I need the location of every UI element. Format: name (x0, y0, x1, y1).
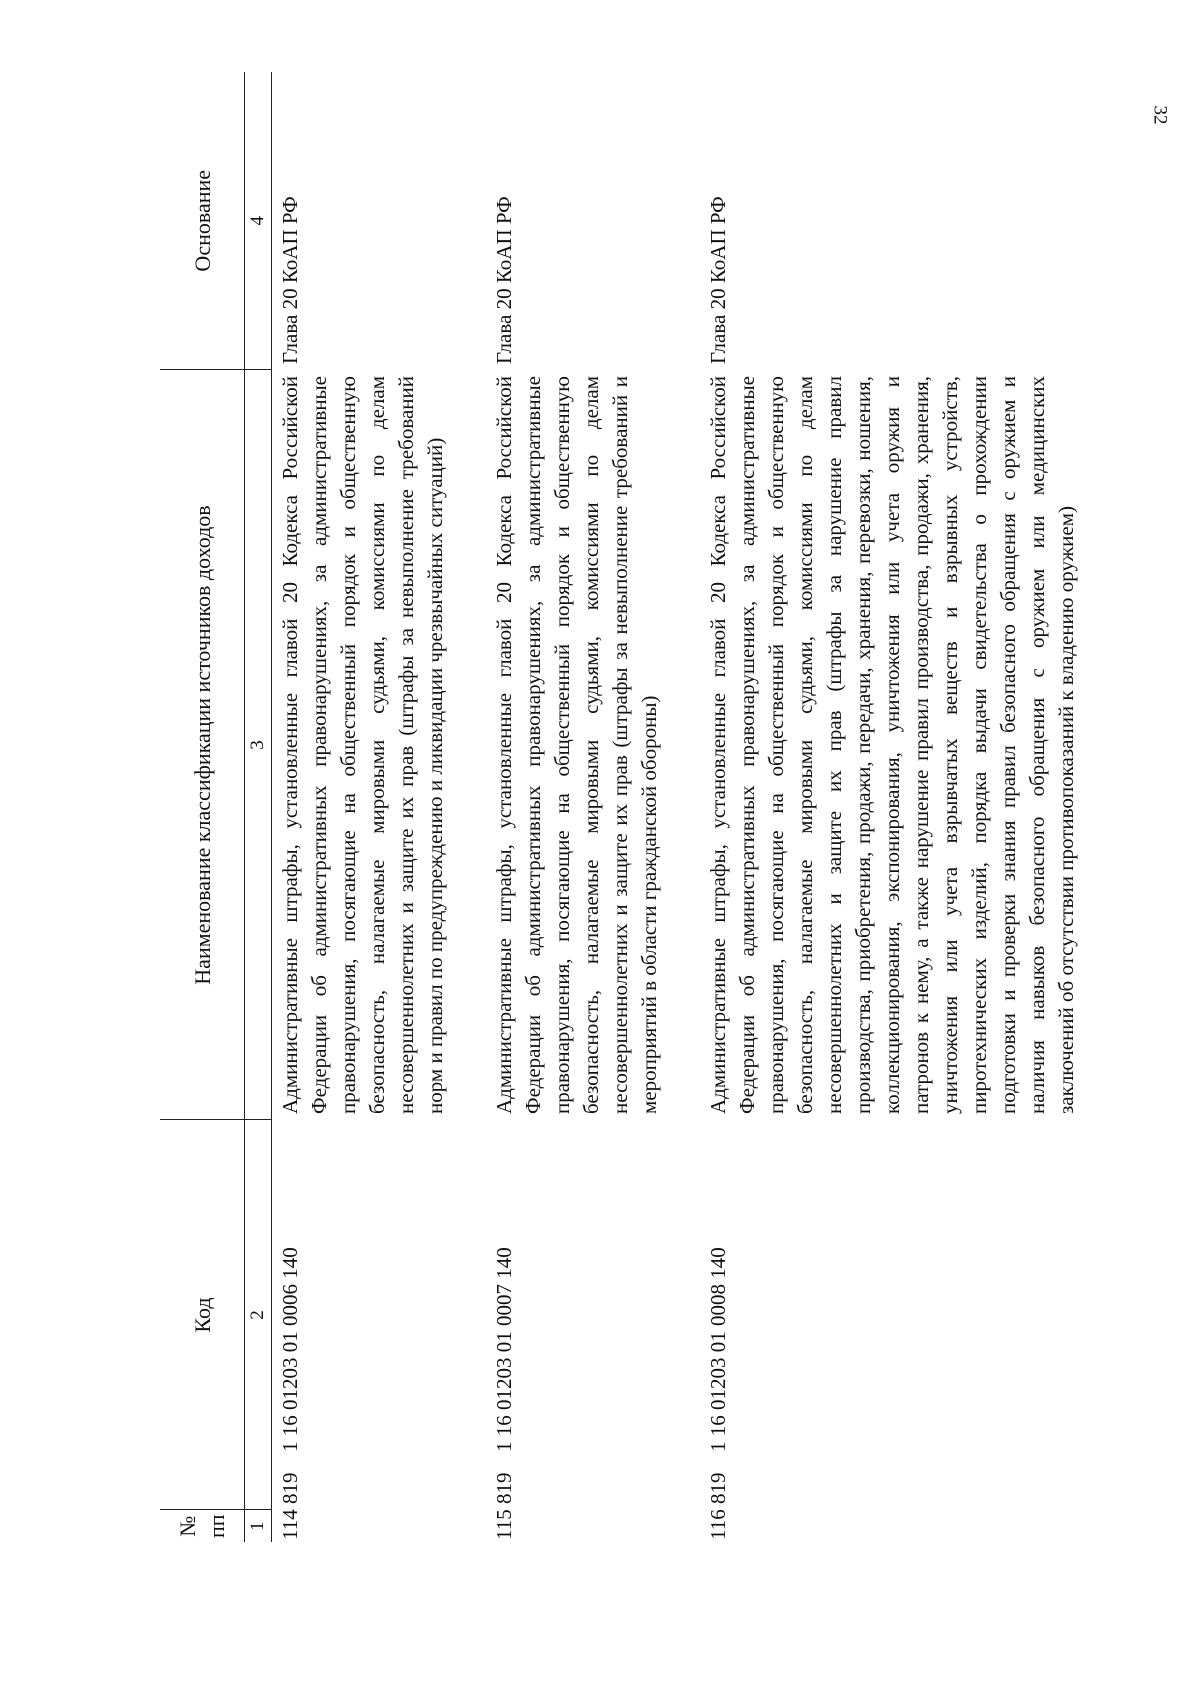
header-basis: Основание (160, 72, 245, 370)
row-number: 114 (278, 1509, 302, 1540)
table-row (272, 72, 487, 1542)
row-basis: Глава 20 КоАП РФ (278, 196, 302, 364)
row-description: Административные штрафы, установленные главой 20 Кодекса Российской Федерации об административных правонарушениях, за административные правонарушения, посягающие на общественный порядок и общественную безопасность, налагаемые мировыми судьями, комиссиями по делам несовершеннолетних и защите их прав (штрафы за нарушение правил производства, приобретения, продажи, передачи, хранения, перевозки, ношения, коллекционирования, экспонирования, уничтожения или учета оружия и патронов к нему, а также нарушение правил производства, продажи, хранения, уничтожения или учета взрывчатых веществ и взрывных устройств, пиротехнических изделий, порядка выдачи свидетельства о прохождении подготовки и проверки знания правил безопасного обращения с оружием и наличия навыков безопасного обращения с оружием или медицинских заключений об отсутствии противопоказаний к владению оружием) (706, 376, 1078, 1114)
column-number: 4 (245, 72, 272, 370)
row-code (272, 1120, 487, 1510)
row-code (486, 1120, 700, 1510)
admin-code: 819 (278, 1472, 302, 1504)
table-row (700, 72, 1117, 1542)
classification-code: 1 16 01203 01 0008 140 (706, 1247, 730, 1452)
row-description: Административные штрафы, установленные главой 20 Кодекса Российской Федерации об административных правонарушениях, за административные правонарушения, посягающие на общественный порядок и общественную безопасность, налагаемые мировыми судьями, комиссиями по делам несовершеннолетних и защите их прав (штрафы за невыполнение требований норм и правил по предупреждению и ликвидации чрезвычайных ситуаций) (278, 376, 447, 1114)
row-description: Административные штрафы, установленные главой 20 Кодекса Российской Федерации об административных правонарушениях, за административные правонарушения, посягающие на общественный порядок и общественную безопасность, налагаемые мировыми судьями, комиссиями по делам несовершеннолетних и защите их прав (штрафы за невыполнение требований и мероприятий в области гражданской обороны) (492, 376, 661, 1114)
row-code (700, 1120, 1117, 1510)
classification-code: 1 16 01203 01 0006 140 (278, 1247, 302, 1452)
column-number: 3 (245, 370, 272, 1120)
column-number: 2 (245, 1120, 272, 1510)
table-header-row (160, 72, 245, 1542)
table-row (486, 72, 700, 1542)
rotated-sheet (160, 72, 1078, 1542)
header-code: Код (160, 1120, 245, 1510)
row-basis: Глава 20 КоАП РФ (492, 196, 516, 364)
row-number: 116 (706, 1509, 730, 1540)
column-number: 1 (245, 1510, 272, 1542)
page-number: 32 (1149, 105, 1171, 125)
classification-code: 1 16 01203 01 0007 140 (492, 1247, 516, 1452)
income-classification-table (160, 72, 1117, 1542)
header-number: № пп (160, 1510, 245, 1542)
admin-code: 819 (492, 1472, 516, 1504)
header-name: Наименование классификации источников доходов (160, 370, 245, 1120)
row-basis: Глава 20 КоАП РФ (706, 196, 730, 364)
row-number: 115 (492, 1509, 516, 1540)
column-number-row (245, 72, 272, 1542)
admin-code: 819 (706, 1472, 730, 1504)
